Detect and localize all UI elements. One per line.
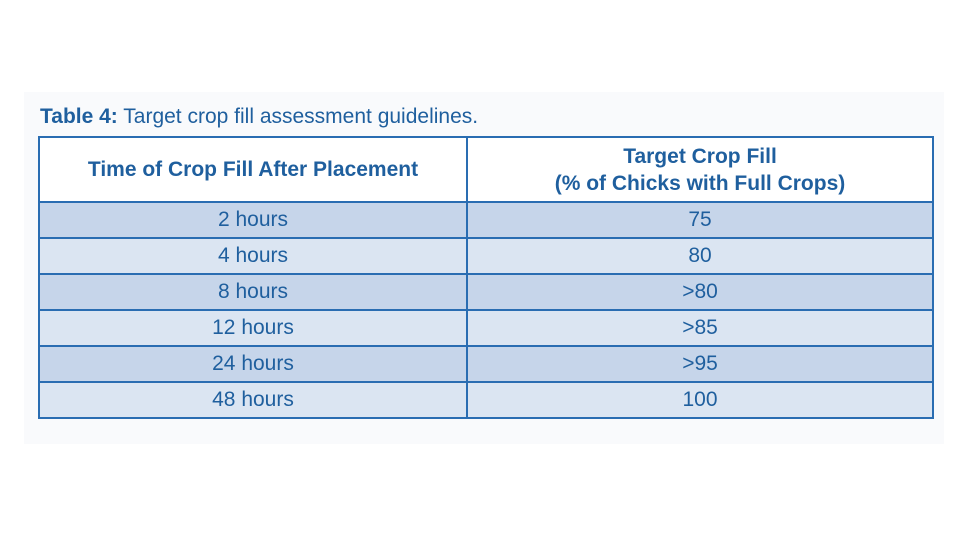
cell-time: 8 hours	[39, 274, 467, 310]
caption-label: Table 4:	[40, 105, 118, 128]
cell-time: 2 hours	[39, 202, 467, 238]
cell-fill: 100	[467, 382, 933, 418]
cell-time: 4 hours	[39, 238, 467, 274]
table-row	[39, 202, 933, 238]
cell-fill: >95	[467, 346, 933, 382]
table-header-row	[39, 137, 933, 202]
table-row	[39, 274, 933, 310]
cell-fill: 75	[467, 202, 933, 238]
cell-time: 48 hours	[39, 382, 467, 418]
header-fill-line1: Target Crop Fill	[623, 144, 777, 168]
table-row	[39, 346, 933, 382]
cell-time: 12 hours	[39, 310, 467, 346]
cell-fill: 80	[467, 238, 933, 274]
crop-fill-table	[38, 136, 934, 419]
header-target-fill	[467, 137, 933, 202]
table-row	[39, 310, 933, 346]
caption-text: Target crop fill assessment guidelines.	[123, 105, 479, 128]
cell-time: 24 hours	[39, 346, 467, 382]
table-caption	[40, 104, 478, 130]
cell-fill: >80	[467, 274, 933, 310]
table-row	[39, 238, 933, 274]
header-time: Time of Crop Fill After Placement	[39, 137, 467, 202]
table-row	[39, 382, 933, 418]
header-fill-line2: (% of Chicks with Full Crops)	[554, 171, 846, 195]
cell-fill: >85	[467, 310, 933, 346]
